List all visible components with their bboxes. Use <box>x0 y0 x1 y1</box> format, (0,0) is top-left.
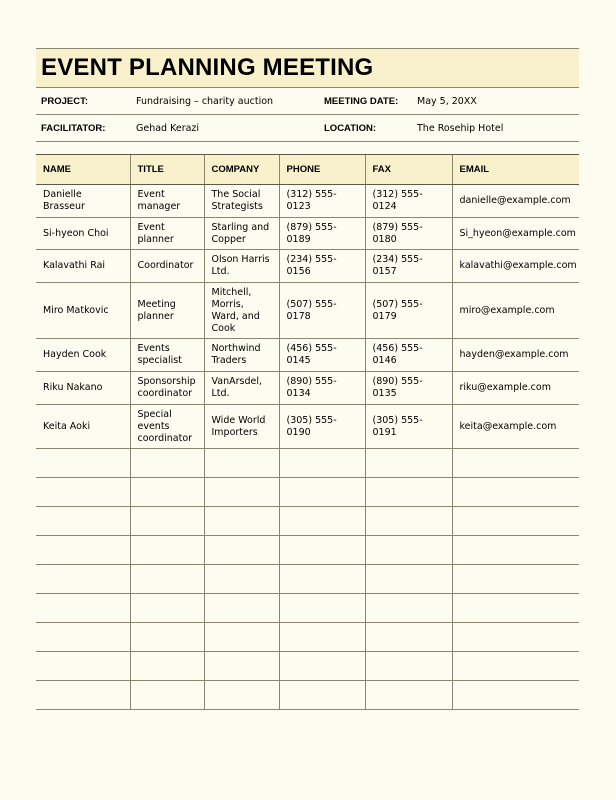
cell-name[interactable]: Miro Matkovic <box>36 283 130 339</box>
empty-cell[interactable] <box>452 478 579 507</box>
cell-name[interactable]: Riku Nakano <box>36 372 130 405</box>
cell-fax[interactable]: (879) 555-0180 <box>365 218 452 250</box>
empty-cell[interactable] <box>365 623 452 652</box>
location-value[interactable]: The Rosehip Hotel <box>417 122 504 134</box>
empty-cell[interactable] <box>452 594 579 623</box>
cell-phone[interactable]: (305) 555-0190 <box>279 405 365 449</box>
cell-company[interactable]: Northwind Traders <box>204 339 279 372</box>
cell-email[interactable]: hayden@example.com <box>452 339 579 372</box>
table-row <box>36 283 579 339</box>
empty-cell[interactable] <box>452 652 579 681</box>
empty-table-row <box>36 507 579 536</box>
cell-company[interactable]: The Social Strategists <box>204 185 279 218</box>
empty-table-row <box>36 652 579 681</box>
table-row <box>36 250 579 283</box>
empty-cell[interactable] <box>130 536 204 565</box>
cell-email[interactable]: miro@example.com <box>452 283 579 339</box>
header-name: NAME <box>36 155 130 185</box>
empty-cell[interactable] <box>204 536 279 565</box>
cell-fax[interactable]: (456) 555-0146 <box>365 339 452 372</box>
empty-cell[interactable] <box>130 449 204 478</box>
cell-phone[interactable]: (456) 555-0145 <box>279 339 365 372</box>
header-fax: FAX <box>365 155 452 185</box>
cell-name[interactable]: Kalavathi Rai <box>36 250 130 283</box>
empty-cell[interactable] <box>36 652 130 681</box>
empty-cell[interactable] <box>279 623 365 652</box>
table-row <box>36 339 579 372</box>
cell-title[interactable]: Event manager <box>130 185 204 218</box>
empty-table-row <box>36 594 579 623</box>
empty-table-row <box>36 681 579 710</box>
location-label: LOCATION: <box>324 122 377 134</box>
cell-email[interactable]: danielle@example.com <box>452 185 579 218</box>
header-title: TITLE <box>130 155 204 185</box>
empty-cell[interactable] <box>204 623 279 652</box>
meeting-date-label: MEETING DATE: <box>324 95 399 107</box>
empty-cell[interactable] <box>36 507 130 536</box>
empty-cell[interactable] <box>452 565 579 594</box>
empty-cell[interactable] <box>365 594 452 623</box>
table-row <box>36 218 579 250</box>
empty-cell[interactable] <box>279 507 365 536</box>
cell-name[interactable]: Si-hyeon Choi <box>36 218 130 250</box>
empty-cell[interactable] <box>130 681 204 710</box>
empty-cell[interactable] <box>36 565 130 594</box>
empty-cell[interactable] <box>36 681 130 710</box>
empty-cell[interactable] <box>204 478 279 507</box>
project-value[interactable]: Fundraising – charity auction <box>136 95 274 107</box>
empty-cell[interactable] <box>130 507 204 536</box>
cell-title[interactable]: Special events coordinator <box>130 405 204 449</box>
empty-cell[interactable] <box>130 623 204 652</box>
empty-cell[interactable] <box>204 507 279 536</box>
empty-cell[interactable] <box>279 536 365 565</box>
cell-email[interactable]: keita@example.com <box>452 405 579 449</box>
empty-cell[interactable] <box>130 652 204 681</box>
empty-cell[interactable] <box>365 681 452 710</box>
header-email: EMAIL <box>452 155 579 185</box>
empty-cell[interactable] <box>204 449 279 478</box>
empty-cell[interactable] <box>365 507 452 536</box>
table-row <box>36 405 579 449</box>
facilitator-label: FACILITATOR: <box>41 122 106 134</box>
empty-cell[interactable] <box>204 652 279 681</box>
info-row-project <box>36 88 579 115</box>
cell-name[interactable]: Hayden Cook <box>36 339 130 372</box>
cell-company[interactable]: Starling and Copper <box>204 218 279 250</box>
empty-table-row <box>36 623 579 652</box>
title-bar <box>36 48 579 88</box>
cell-phone[interactable]: (890) 555-0134 <box>279 372 365 405</box>
empty-table-row <box>36 478 579 507</box>
project-label: PROJECT: <box>41 95 88 107</box>
attendee-table <box>36 154 579 710</box>
empty-cell[interactable] <box>365 478 452 507</box>
empty-cell[interactable] <box>204 681 279 710</box>
empty-cell[interactable] <box>365 652 452 681</box>
page-title: EVENT PLANNING MEETING <box>41 54 374 81</box>
empty-cell[interactable] <box>452 449 579 478</box>
cell-email[interactable]: riku@example.com <box>452 372 579 405</box>
cell-fax[interactable]: (305) 555-0191 <box>365 405 452 449</box>
empty-cell[interactable] <box>279 478 365 507</box>
facilitator-value[interactable]: Gehad Kerazi <box>136 122 200 134</box>
cell-fax[interactable]: (890) 555-0135 <box>365 372 452 405</box>
empty-table-row <box>36 536 579 565</box>
cell-fax[interactable]: (507) 555-0179 <box>365 283 452 339</box>
cell-company[interactable]: Olson Harris Ltd. <box>204 250 279 283</box>
cell-title[interactable]: Event planner <box>130 218 204 250</box>
empty-cell[interactable] <box>279 652 365 681</box>
cell-phone[interactable]: (507) 555-0178 <box>279 283 365 339</box>
empty-cell[interactable] <box>279 681 365 710</box>
empty-table-row <box>36 449 579 478</box>
empty-cell[interactable] <box>452 507 579 536</box>
empty-cell[interactable] <box>279 565 365 594</box>
cell-fax[interactable]: (234) 555-0157 <box>365 250 452 283</box>
header-company: COMPANY <box>204 155 279 185</box>
empty-cell[interactable] <box>279 449 365 478</box>
cell-title[interactable]: Events specialist <box>130 339 204 372</box>
cell-company[interactable]: VanArsdel, Ltd. <box>204 372 279 405</box>
empty-cell[interactable] <box>130 594 204 623</box>
empty-cell[interactable] <box>36 623 130 652</box>
empty-table-row <box>36 565 579 594</box>
cell-email[interactable]: kalavathi@example.com <box>452 250 579 283</box>
table-row <box>36 372 579 405</box>
cell-phone[interactable]: (234) 555-0156 <box>279 250 365 283</box>
table-header-row <box>36 155 579 185</box>
empty-cell[interactable] <box>36 536 130 565</box>
cell-name[interactable]: Keita Aoki <box>36 405 130 449</box>
empty-cell[interactable] <box>452 623 579 652</box>
empty-cell[interactable] <box>204 594 279 623</box>
empty-cell[interactable] <box>365 565 452 594</box>
cell-fax[interactable]: (312) 555-0124 <box>365 185 452 218</box>
empty-cell[interactable] <box>130 478 204 507</box>
empty-cell[interactable] <box>130 565 204 594</box>
cell-title[interactable]: Sponsorship coordinator <box>130 372 204 405</box>
header-phone: PHONE <box>279 155 365 185</box>
empty-cell[interactable] <box>36 449 130 478</box>
info-row-facilitator <box>36 115 579 142</box>
cell-phone[interactable]: (879) 555-0189 <box>279 218 365 250</box>
empty-rows <box>36 449 579 710</box>
cell-title[interactable]: Coordinator <box>130 250 204 283</box>
empty-cell[interactable] <box>365 536 452 565</box>
meeting-date-value[interactable]: May 5, 20XX <box>417 95 477 107</box>
cell-company[interactable]: Wide World Importers <box>204 405 279 449</box>
empty-cell[interactable] <box>279 594 365 623</box>
cell-phone[interactable]: (312) 555-0123 <box>279 185 365 218</box>
cell-email[interactable]: Si_hyeon@example.com <box>452 218 579 250</box>
empty-cell[interactable] <box>452 536 579 565</box>
cell-title[interactable]: Meeting planner <box>130 283 204 339</box>
table-row <box>36 185 579 218</box>
empty-cell[interactable] <box>36 478 130 507</box>
empty-cell[interactable] <box>365 449 452 478</box>
cell-name[interactable]: Danielle Brasseur <box>36 185 130 218</box>
empty-cell[interactable] <box>204 565 279 594</box>
empty-cell[interactable] <box>452 681 579 710</box>
empty-cell[interactable] <box>36 594 130 623</box>
meeting-header <box>36 48 579 142</box>
cell-company[interactable]: Mitchell, Morris, Ward, and Cook <box>204 283 279 339</box>
